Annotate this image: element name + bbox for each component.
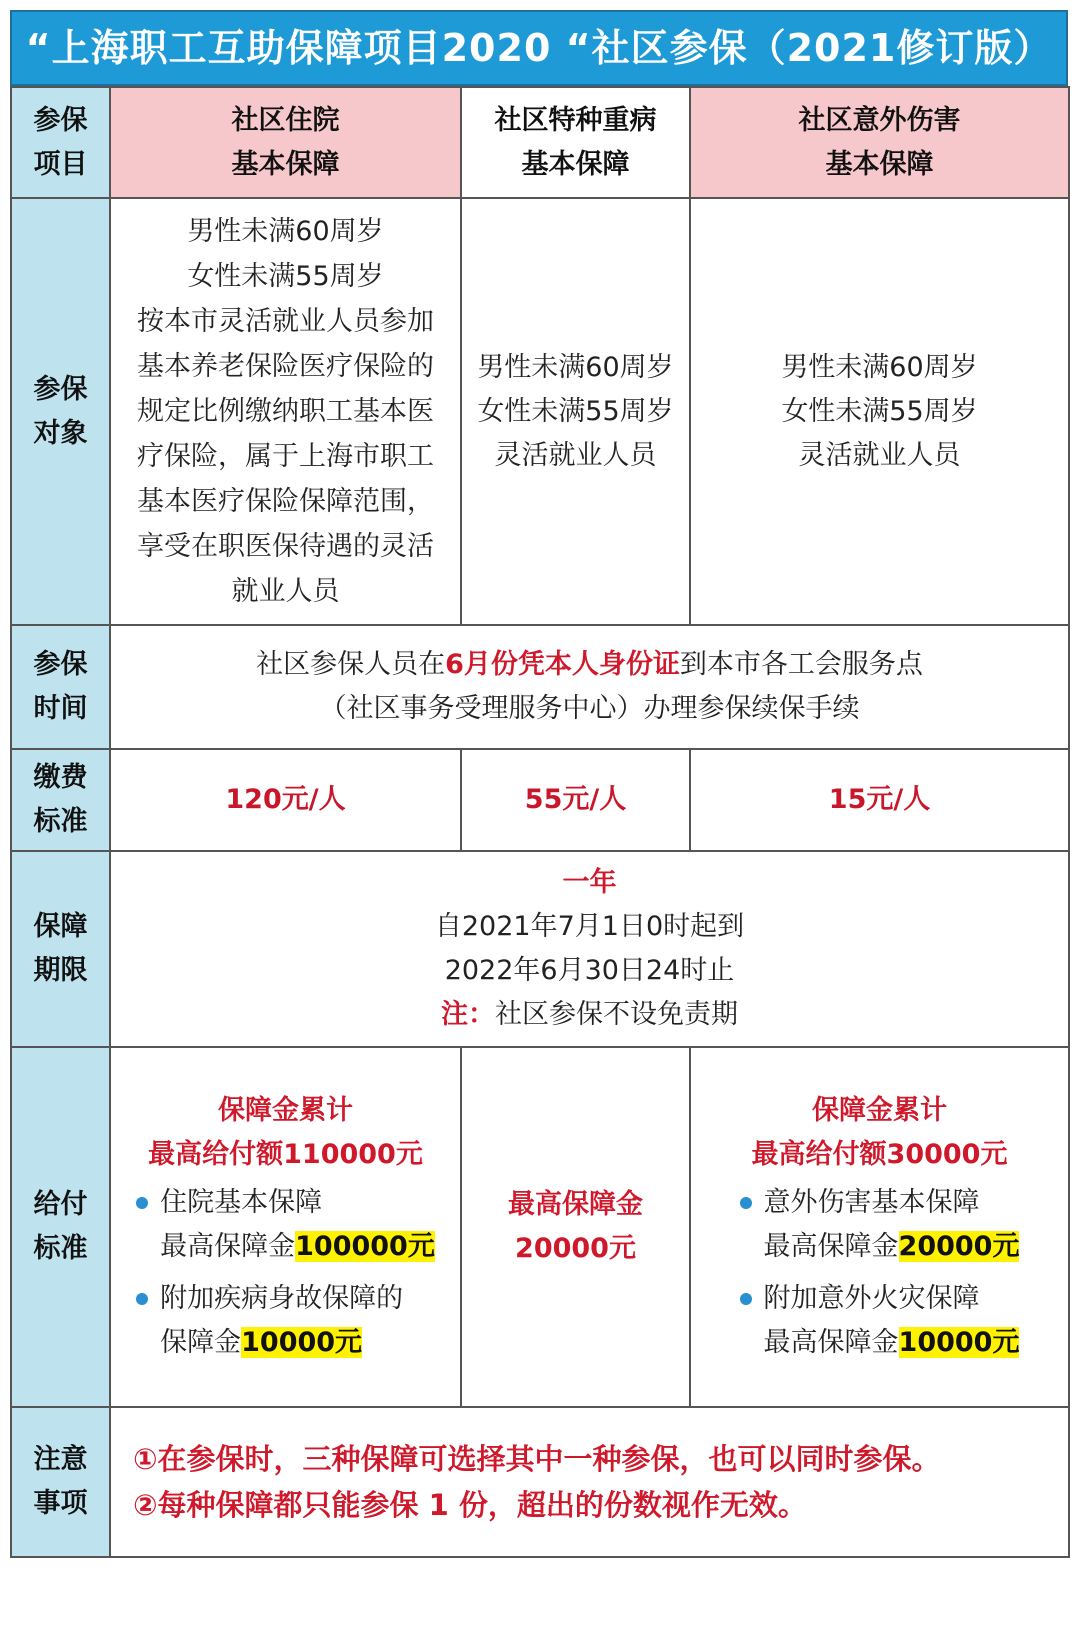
payout-item-title: 住院基本保障 xyxy=(160,1187,323,1218)
label-time-line1: 参保 xyxy=(33,649,88,680)
time-line1 xyxy=(111,643,1068,687)
period-end: 2022年6月30日24时止 xyxy=(444,955,735,986)
label-target-line2: 对象 xyxy=(33,417,88,449)
payout-accident-head1: 保障金累计 xyxy=(812,1095,947,1126)
target-hospital-line: 按本市灵活就业人员参加 xyxy=(137,306,434,337)
column-header-hospital-line2: 基本保障 xyxy=(231,148,340,180)
label-period-line1: 保障 xyxy=(33,911,88,942)
payout-hospital xyxy=(110,1047,461,1407)
column-header-accident-line2: 基本保障 xyxy=(825,148,934,180)
payout-hospital-head1: 保障金累计 xyxy=(218,1095,353,1126)
label-period-line2: 期限 xyxy=(33,955,88,986)
payout-row xyxy=(11,1047,1069,1407)
column-header-accident xyxy=(690,87,1069,198)
notes-row xyxy=(11,1407,1069,1557)
payout-item-amount: 100000元 xyxy=(295,1231,435,1262)
payout-hospital-head2: 最高给付额110000元 xyxy=(148,1139,423,1170)
bullet-icon xyxy=(740,1293,752,1305)
label-fee-line2: 标准 xyxy=(33,806,88,837)
payout-item-amount-line xyxy=(764,1225,1020,1269)
label-project xyxy=(11,87,110,198)
column-header-critical-line1: 社区特种重病 xyxy=(494,104,657,136)
target-hospital-line: 享受在职医保待遇的灵活 xyxy=(137,531,434,562)
payout-item-prefix: 最高保障金 xyxy=(160,1231,296,1262)
label-fee-line1: 缴费 xyxy=(33,762,88,793)
time-pre: 社区参保人员在 xyxy=(256,649,446,680)
time-content xyxy=(110,625,1069,749)
period-row xyxy=(11,851,1069,1047)
notes-content xyxy=(110,1407,1069,1557)
label-time xyxy=(11,625,110,749)
note-item: ①在参保时，三种保障可选择其中一种参保，也可以同时参保。 xyxy=(133,1442,941,1476)
page-title: “上海职工互助保障项目2020 “社区参保（2021修订版） xyxy=(10,10,1068,86)
time-line2: （社区事务受理服务中心）办理参保续保手续 xyxy=(319,693,860,724)
payout-item-amount: 10000元 xyxy=(241,1327,363,1358)
payout-accident-items xyxy=(740,1181,1020,1365)
payout-item-amount: 10000元 xyxy=(898,1327,1020,1358)
period-note xyxy=(111,993,1068,1037)
column-header-critical-illness xyxy=(461,87,690,198)
target-hospital-line: 男性未满60周岁 xyxy=(187,216,384,247)
label-target-line1: 参保 xyxy=(33,373,88,405)
fee-critical-illness: 55元/人 xyxy=(461,749,690,851)
target-critical-line: 女性未满55周岁 xyxy=(477,395,674,427)
label-project-line2: 项目 xyxy=(33,148,88,180)
payout-accident-item-text xyxy=(764,1277,1020,1365)
target-critical-illness xyxy=(461,198,690,625)
fee-accident: 15元/人 xyxy=(690,749,1069,851)
label-payout-line2: 标准 xyxy=(33,1233,88,1264)
target-hospital-line: 基本医疗保险保障范围， xyxy=(137,486,434,517)
payout-item-amount-line xyxy=(160,1321,403,1365)
label-notes xyxy=(11,1407,110,1557)
payout-accident xyxy=(690,1047,1069,1407)
payout-accident-item xyxy=(740,1277,1020,1365)
label-project-line1: 参保 xyxy=(33,104,88,136)
target-hospital-line: 基本养老保险医疗保险的 xyxy=(137,351,434,382)
payout-hospital-item xyxy=(136,1181,435,1269)
target-critical-line: 灵活就业人员 xyxy=(494,439,657,471)
note-item: ②每种保障都只能参保 1 份，超出的份数视作无效。 xyxy=(133,1488,807,1522)
period-note-text: 社区参保不设免责期 xyxy=(495,999,738,1030)
target-accident xyxy=(690,198,1069,625)
label-notes-line2: 事项 xyxy=(33,1488,88,1519)
target-accident-line: 灵活就业人员 xyxy=(798,439,961,471)
payout-item-title: 意外伤害基本保障 xyxy=(763,1187,980,1218)
time-row xyxy=(11,625,1069,749)
target-hospital-line: 就业人员 xyxy=(231,576,340,607)
header-row xyxy=(11,87,1069,198)
payout-item-title: 附加疾病身故保障的 xyxy=(160,1283,404,1314)
bullet-icon xyxy=(136,1293,148,1305)
payout-item-amount-line xyxy=(764,1321,1020,1365)
payout-hospital-items xyxy=(136,1181,435,1365)
target-hospital-line: 女性未满55周岁 xyxy=(187,261,384,292)
fee-hospital: 120元/人 xyxy=(110,749,461,851)
insurance-table xyxy=(10,86,1070,1558)
period-headline: 一年 xyxy=(562,867,617,898)
fee-row xyxy=(11,749,1069,851)
period-start: 自2021年7月1日0时起到 xyxy=(434,911,745,942)
column-header-hospital xyxy=(110,87,461,198)
label-target xyxy=(11,198,110,625)
label-fee xyxy=(11,749,110,851)
target-accident-line: 女性未满55周岁 xyxy=(781,395,978,427)
payout-hospital-item-text xyxy=(160,1181,435,1269)
payout-item-prefix: 保障金 xyxy=(160,1327,242,1358)
payout-critical-illness xyxy=(461,1047,690,1407)
column-header-hospital-line1: 社区住院 xyxy=(231,104,340,136)
label-time-line2: 时间 xyxy=(33,693,88,724)
target-hospital-line: 规定比例缴纳职工基本医 xyxy=(137,396,434,427)
period-note-label: 注： xyxy=(441,999,495,1030)
target-critical-line: 男性未满60周岁 xyxy=(477,351,674,383)
payout-critical-line2: 20000元 xyxy=(515,1233,636,1264)
label-notes-line1: 注意 xyxy=(33,1444,88,1475)
label-period xyxy=(11,851,110,1047)
payout-item-amount: 20000元 xyxy=(898,1231,1020,1262)
period-content xyxy=(110,851,1069,1047)
target-hospital xyxy=(110,198,461,625)
label-payout xyxy=(11,1047,110,1407)
time-highlight: 6月份凭本人身份证 xyxy=(445,649,680,680)
payout-hospital-item xyxy=(136,1277,435,1365)
payout-item-prefix: 最高保障金 xyxy=(763,1231,899,1262)
payout-accident-item-text xyxy=(764,1181,1020,1269)
target-accident-line: 男性未满60周岁 xyxy=(781,351,978,383)
label-payout-line1: 给付 xyxy=(33,1189,88,1220)
payout-critical-line1: 最高保障金 xyxy=(508,1189,643,1220)
payout-item-title: 附加意外火灾保障 xyxy=(763,1283,980,1314)
payout-accident-item xyxy=(740,1181,1020,1269)
payout-accident-head2: 最高给付额30000元 xyxy=(751,1139,1008,1170)
column-header-critical-line2: 基本保障 xyxy=(521,148,630,180)
time-post: 到本市各工会服务点 xyxy=(679,649,923,680)
target-row xyxy=(11,198,1069,625)
column-header-accident-line1: 社区意外伤害 xyxy=(798,104,961,136)
payout-item-prefix: 最高保障金 xyxy=(763,1327,899,1358)
payout-item-amount-line xyxy=(160,1225,435,1269)
bullet-icon xyxy=(136,1197,148,1209)
target-hospital-line: 疗保险，属于上海市职工 xyxy=(137,441,434,472)
bullet-icon xyxy=(740,1197,752,1209)
payout-hospital-item-text xyxy=(160,1277,403,1365)
